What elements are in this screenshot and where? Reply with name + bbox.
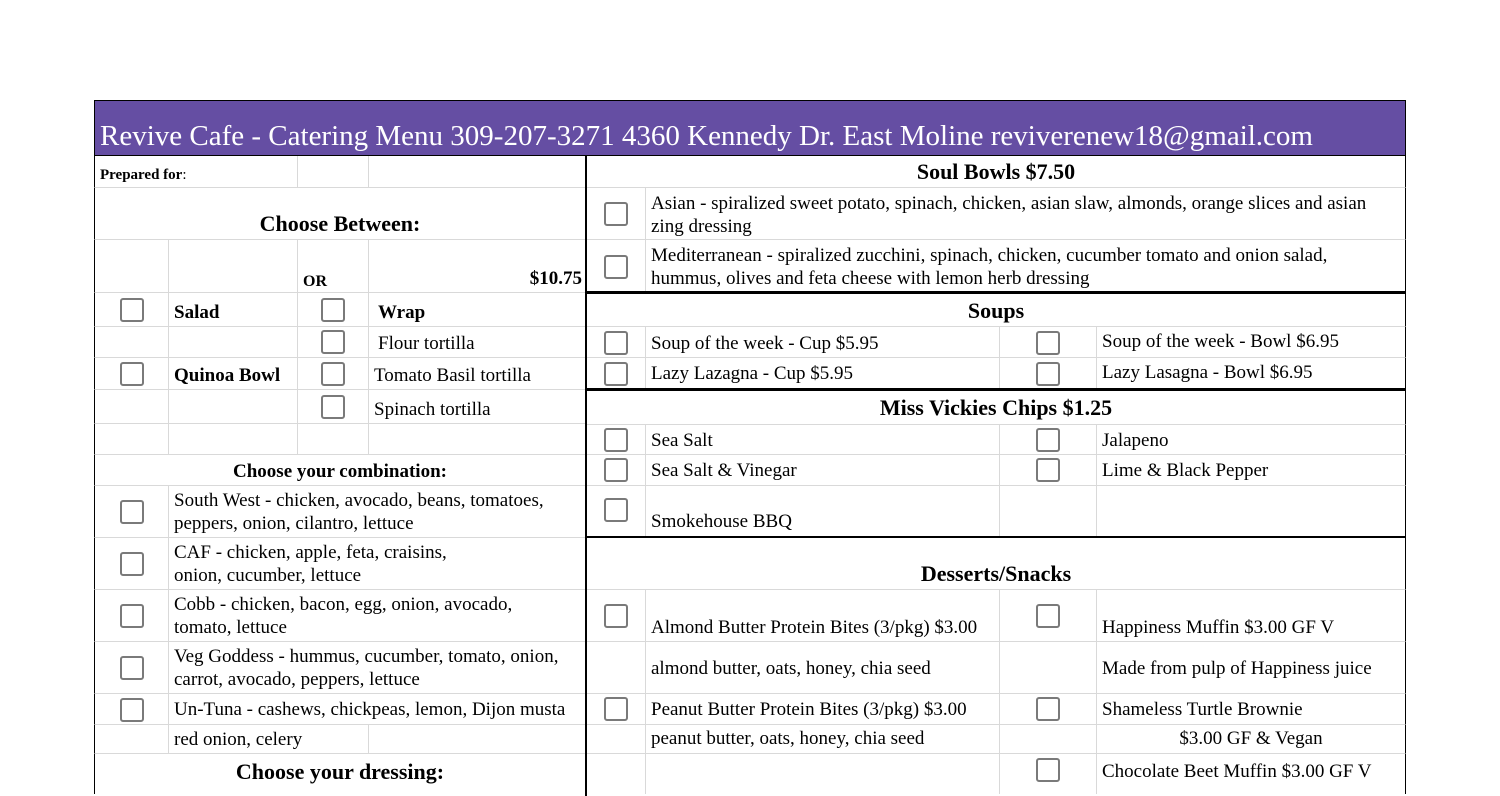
flour-tortilla-checkbox[interactable] [321,330,345,354]
chips-lime-black-pepper: Lime & Black Pepper [1097,455,1406,486]
combination-caf: CAF - chicken, apple, feta, craisins, onion, cucumber, lettuce [169,538,499,590]
wrap-checkbox[interactable] [321,298,345,322]
lasagna-cup-checkbox[interactable] [604,362,628,386]
peanut-bites: Peanut Butter Protein Bites (3/pkg) $3.00 [646,694,1000,725]
checkbox-cell [587,590,646,642]
empty-cell [587,642,646,694]
chips-sea-salt-vinegar: Sea Salt & Vinegar [646,455,1000,486]
checkbox-cell [298,293,369,327]
un-tuna-checkbox[interactable] [120,698,144,722]
checkbox-cell [298,327,369,358]
soul-bowl-mediterranean: Mediterranean - spiralized zucchini, spinach, chicken, cucumber tomato and onion salad, hummus, olives and feta cheese with lemon herb dressing [646,240,1406,293]
beet-muffin: Chocolate Beet Muffin $3.00 GF V [1097,754,1406,794]
empty-cell [169,424,298,455]
checkbox-cell [94,358,169,390]
spinach-tortilla-label: Spinach tortilla [369,390,586,424]
empty-cell [587,725,646,754]
asian-bowl-checkbox[interactable] [604,202,628,226]
happiness-muffin: Happiness Muffin $3.00 GF V [1097,590,1406,642]
cobb-checkbox[interactable] [120,604,144,628]
checkbox-cell [1000,455,1097,486]
empty-cell [587,754,646,794]
combination-un-tuna: Un-Tuna - cashews, chickpeas, lemon, Dijon musta [169,694,586,725]
lime-black-pepper-checkbox[interactable] [1036,458,1060,482]
prepared-for-field-1[interactable] [298,156,369,188]
checkbox-cell [94,486,169,538]
empty-cell [1097,486,1406,537]
checkbox-cell [1000,425,1097,455]
checkbox-cell [587,188,646,240]
empty-cell [169,240,298,293]
empty-cell [646,754,1000,794]
checkbox-cell [94,642,169,694]
flour-tortilla-label: Flour tortilla [369,327,586,358]
soup-cup-checkbox[interactable] [604,331,628,355]
checkbox-cell [1000,327,1097,358]
peanut-bites-checkbox[interactable] [604,697,628,721]
desserts-heading: Desserts/Snacks [587,538,1406,590]
menu-title: Revive Cafe - Catering Menu 309-207-3271 4360 Kennedy Dr. East Moline reviverenew18@gmail.com [100,120,1313,152]
checkbox-cell [587,455,646,486]
empty-cell [1000,725,1097,754]
happiness-muffin-description: Made from pulp of Happiness juice [1097,642,1406,694]
empty-cell [1000,642,1097,694]
lasagna-cup: Lazy Lazagna - Cup $5.95 [646,358,1000,389]
checkbox-cell [94,293,169,327]
checkbox-cell [298,390,369,424]
price-label: $10.75 [369,240,586,293]
checkbox-cell [587,486,646,537]
chips-heading: Miss Vickies Chips $1.25 [587,391,1406,425]
lasagna-bowl: Lazy Lasagna - Bowl $6.95 [1097,358,1406,389]
almond-bites-checkbox[interactable] [604,604,628,628]
lasagna-bowl-checkbox[interactable] [1036,362,1060,386]
choose-dressing-heading: Choose your dressing: [94,754,586,794]
tomato-basil-tortilla-label: Tomato Basil tortilla [369,358,586,390]
spinach-tortilla-checkbox[interactable] [321,395,345,419]
empty-cell [1000,486,1097,537]
menu-header [94,100,1406,156]
turtle-brownie: Shameless Turtle Brownie [1097,694,1406,725]
checkbox-cell [94,694,169,725]
beet-muffin-checkbox[interactable] [1036,758,1060,782]
checkbox-cell [94,538,169,590]
soup-week-bowl: Soup of the week - Bowl $6.95 [1097,327,1406,358]
turtle-brownie-description: $3.00 GF & Vegan [1097,725,1406,754]
soul-bowls-heading: Soul Bowls $7.50 [587,156,1406,188]
checkbox-cell [1000,694,1097,725]
empty-cell [169,327,298,358]
south-west-checkbox[interactable] [120,500,144,524]
caf-checkbox[interactable] [120,552,144,576]
combination-veg-goddess: Veg Goddess - hummus, cucumber, tomato, onion, carrot, avocado, peppers, lettuce [169,642,586,694]
empty-cell [94,424,169,455]
checkbox-cell [298,358,369,390]
soup-week-cup: Soup of the week - Cup $5.95 [646,327,1000,358]
sea-salt-checkbox[interactable] [604,428,628,452]
quinoa-bowl-checkbox[interactable] [120,362,144,386]
checkbox-cell [94,590,169,642]
or-label: OR [298,240,369,293]
mediterranean-bowl-checkbox[interactable] [604,255,628,279]
un-tuna-continued: red onion, celery [169,725,369,754]
wrap-label: Wrap [369,293,586,327]
choose-combination-heading: Choose your combination: [94,455,586,486]
chips-jalapeno: Jalapeno [1097,425,1406,455]
checkbox-cell [587,240,646,293]
chips-sea-salt: Sea Salt [646,425,1000,455]
almond-bites: Almond Butter Protein Bites (3/pkg) $3.00 [646,590,1000,642]
empty-cell [94,390,169,424]
prepared-for-field-2[interactable] [369,156,586,188]
tomato-basil-tortilla-checkbox[interactable] [321,362,345,386]
empty-cell [94,327,169,358]
sea-salt-vinegar-checkbox[interactable] [604,458,628,482]
jalapeno-checkbox[interactable] [1036,428,1060,452]
salad-label: Salad [169,293,298,327]
empty-cell [94,725,169,754]
chips-smokehouse-bbq: Smokehouse BBQ [646,486,1000,537]
smokehouse-bbq-checkbox[interactable] [604,498,628,522]
empty-cell [169,390,298,424]
empty-cell [369,424,586,455]
happiness-muffin-checkbox[interactable] [1036,604,1060,628]
veg-goddess-checkbox[interactable] [120,656,144,680]
empty-cell [94,240,169,293]
prepared-for-label: Prepared for: [94,156,298,188]
empty-cell [298,424,369,455]
peanut-bites-description: peanut butter, oats, honey, chia seed [646,725,1000,754]
empty-cell [499,538,586,590]
combination-cobb: Cobb - chicken, bacon, egg, onion, avocado, tomato, lettuce [169,590,539,642]
turtle-brownie-checkbox[interactable] [1036,697,1060,721]
soul-bowl-asian: Asian - spiralized sweet potato, spinach, chicken, asian slaw, almonds, orange slices and asian zing dressing [646,188,1406,240]
combination-south-west: South West - chicken, avocado, beans, tomatoes, peppers, onion, cilantro, lettuce [169,486,586,538]
checkbox-cell [1000,754,1097,794]
soups-heading: Soups [587,294,1406,327]
almond-bites-description: almond butter, oats, honey, chia seed [646,642,1000,694]
checkbox-cell [587,327,646,358]
checkbox-cell [587,425,646,455]
checkbox-cell [1000,590,1097,642]
checkbox-cell [587,358,646,389]
soup-bowl-checkbox[interactable] [1036,331,1060,355]
empty-cell [539,590,586,642]
empty-cell [369,725,586,754]
choose-between-heading: Choose Between: [94,188,586,240]
salad-checkbox[interactable] [120,298,144,322]
checkbox-cell [1000,358,1097,389]
quinoa-bowl-label: Quinoa Bowl [169,358,298,390]
checkbox-cell [587,694,646,725]
